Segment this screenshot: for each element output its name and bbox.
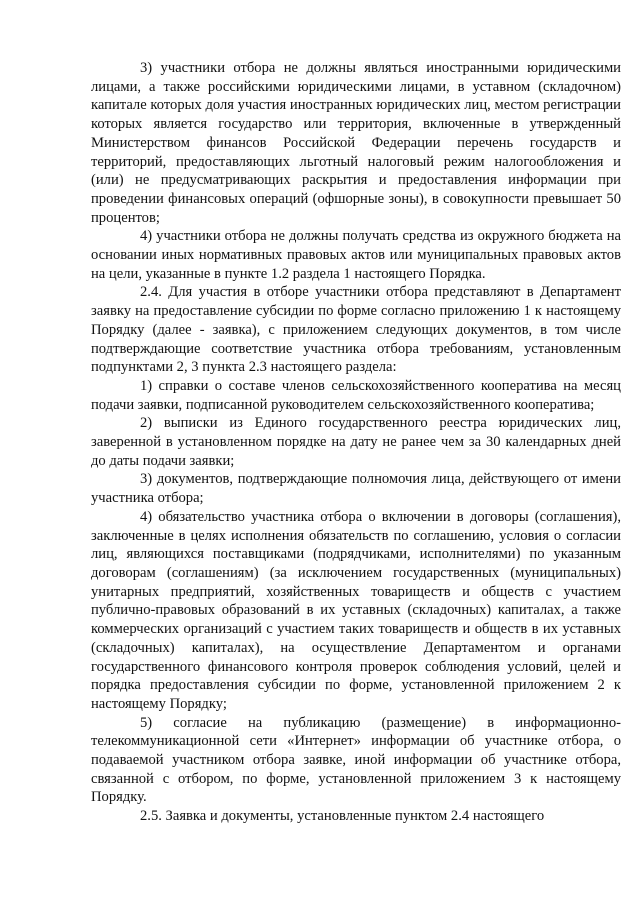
document-page	[91, 59, 621, 826]
list-item-1-member-certificate: 1) справки о составе членов сельскохозяйственного кооператива на месяц подачи заявки, подписанной руководителем сельскохозяйственного кооператива;	[91, 377, 621, 413]
paragraph-3-foreign-entities: 3) участники отбора не должны являться иностранными юридическими лицами, а также российскими юридическими лицами, в уставном (складочном) капитале которых доля участия иностранных юридических лиц, местом регистрации которых является государство или территория, включенные в утвержденный Министерством финансов Российской Федерации перечень государств и территорий, предоставляющих льготный налоговый режим налогообложения и (или) не предусматривающих раскрытия и предоставления информации при проведении финансовых операций (офшорные зоны), в совокупности превышает 50 процентов;	[91, 60, 621, 226]
list-item-5-publication-consent: 5) согласие на публикацию (размещение) в информационно-телекоммуникационной сети «Интернет» информации об участнике отбора, о подаваемой участником отбора заявке, иной информации об участнике отбора, связанной с отбором, по форме, установленной приложением 3 к настоящему Порядку.	[91, 714, 621, 806]
list-item-4-obligation: 4) обязательство участника отбора о включении в договоры (соглашения), заключенные в целях исполнения обязательств по соглашению, условия о согласии лиц, являющихся поставщиками (подрядчиками, исполнителями) по указанным договорам (соглашениям) (за исключением государственных (муниципальных) унитарных предприятий, хозяйственных товариществ и обществ с участием публично-правовых образований в их уставных (складочных) капиталах, а также коммерческих организаций с участием таких товариществ и обществ в их уставных (складочных) капиталах), на осуществление Департаментом и органами государственного финансового контроля проверок соблюдения условий, целей и порядка предоставления субсидии по форме, установленной приложением 2 к настоящему Порядку;	[91, 508, 621, 712]
list-item-2-registry-extract: 2) выписки из Единого государственного реестра юридических лиц, заверенной в установленном порядке на дату не ранее чем за 30 календарных дней до даты подачи заявки;	[91, 415, 621, 469]
paragraph-4-budget-funds: 4) участники отбора не должны получать средства из окружного бюджета на основании иных нормативных правовых актов или муниципальных правовых актов на цели, указанные в пункте 1.2 раздела 1 настоящего Порядка.	[91, 228, 621, 282]
list-item-3-authority-documents: 3) документов, подтверждающие полномочия лица, действующего от имени участника отбора;	[91, 471, 621, 507]
paragraph-2-4-application: 2.4. Для участия в отборе участники отбора представляют в Департамент заявку на предоставление субсидии по форме согласно приложению 1 к настоящему Порядку (далее - заявка), с приложением следующих документов, в том числе подтверждающие соответствие участника отбора требованиям, установленным подпунктами 2, 3 пункта 2.3 настоящего раздела:	[91, 284, 621, 376]
paragraph-2-5-start: 2.5. Заявка и документы, установленные пунктом 2.4 настоящего	[140, 808, 545, 825]
